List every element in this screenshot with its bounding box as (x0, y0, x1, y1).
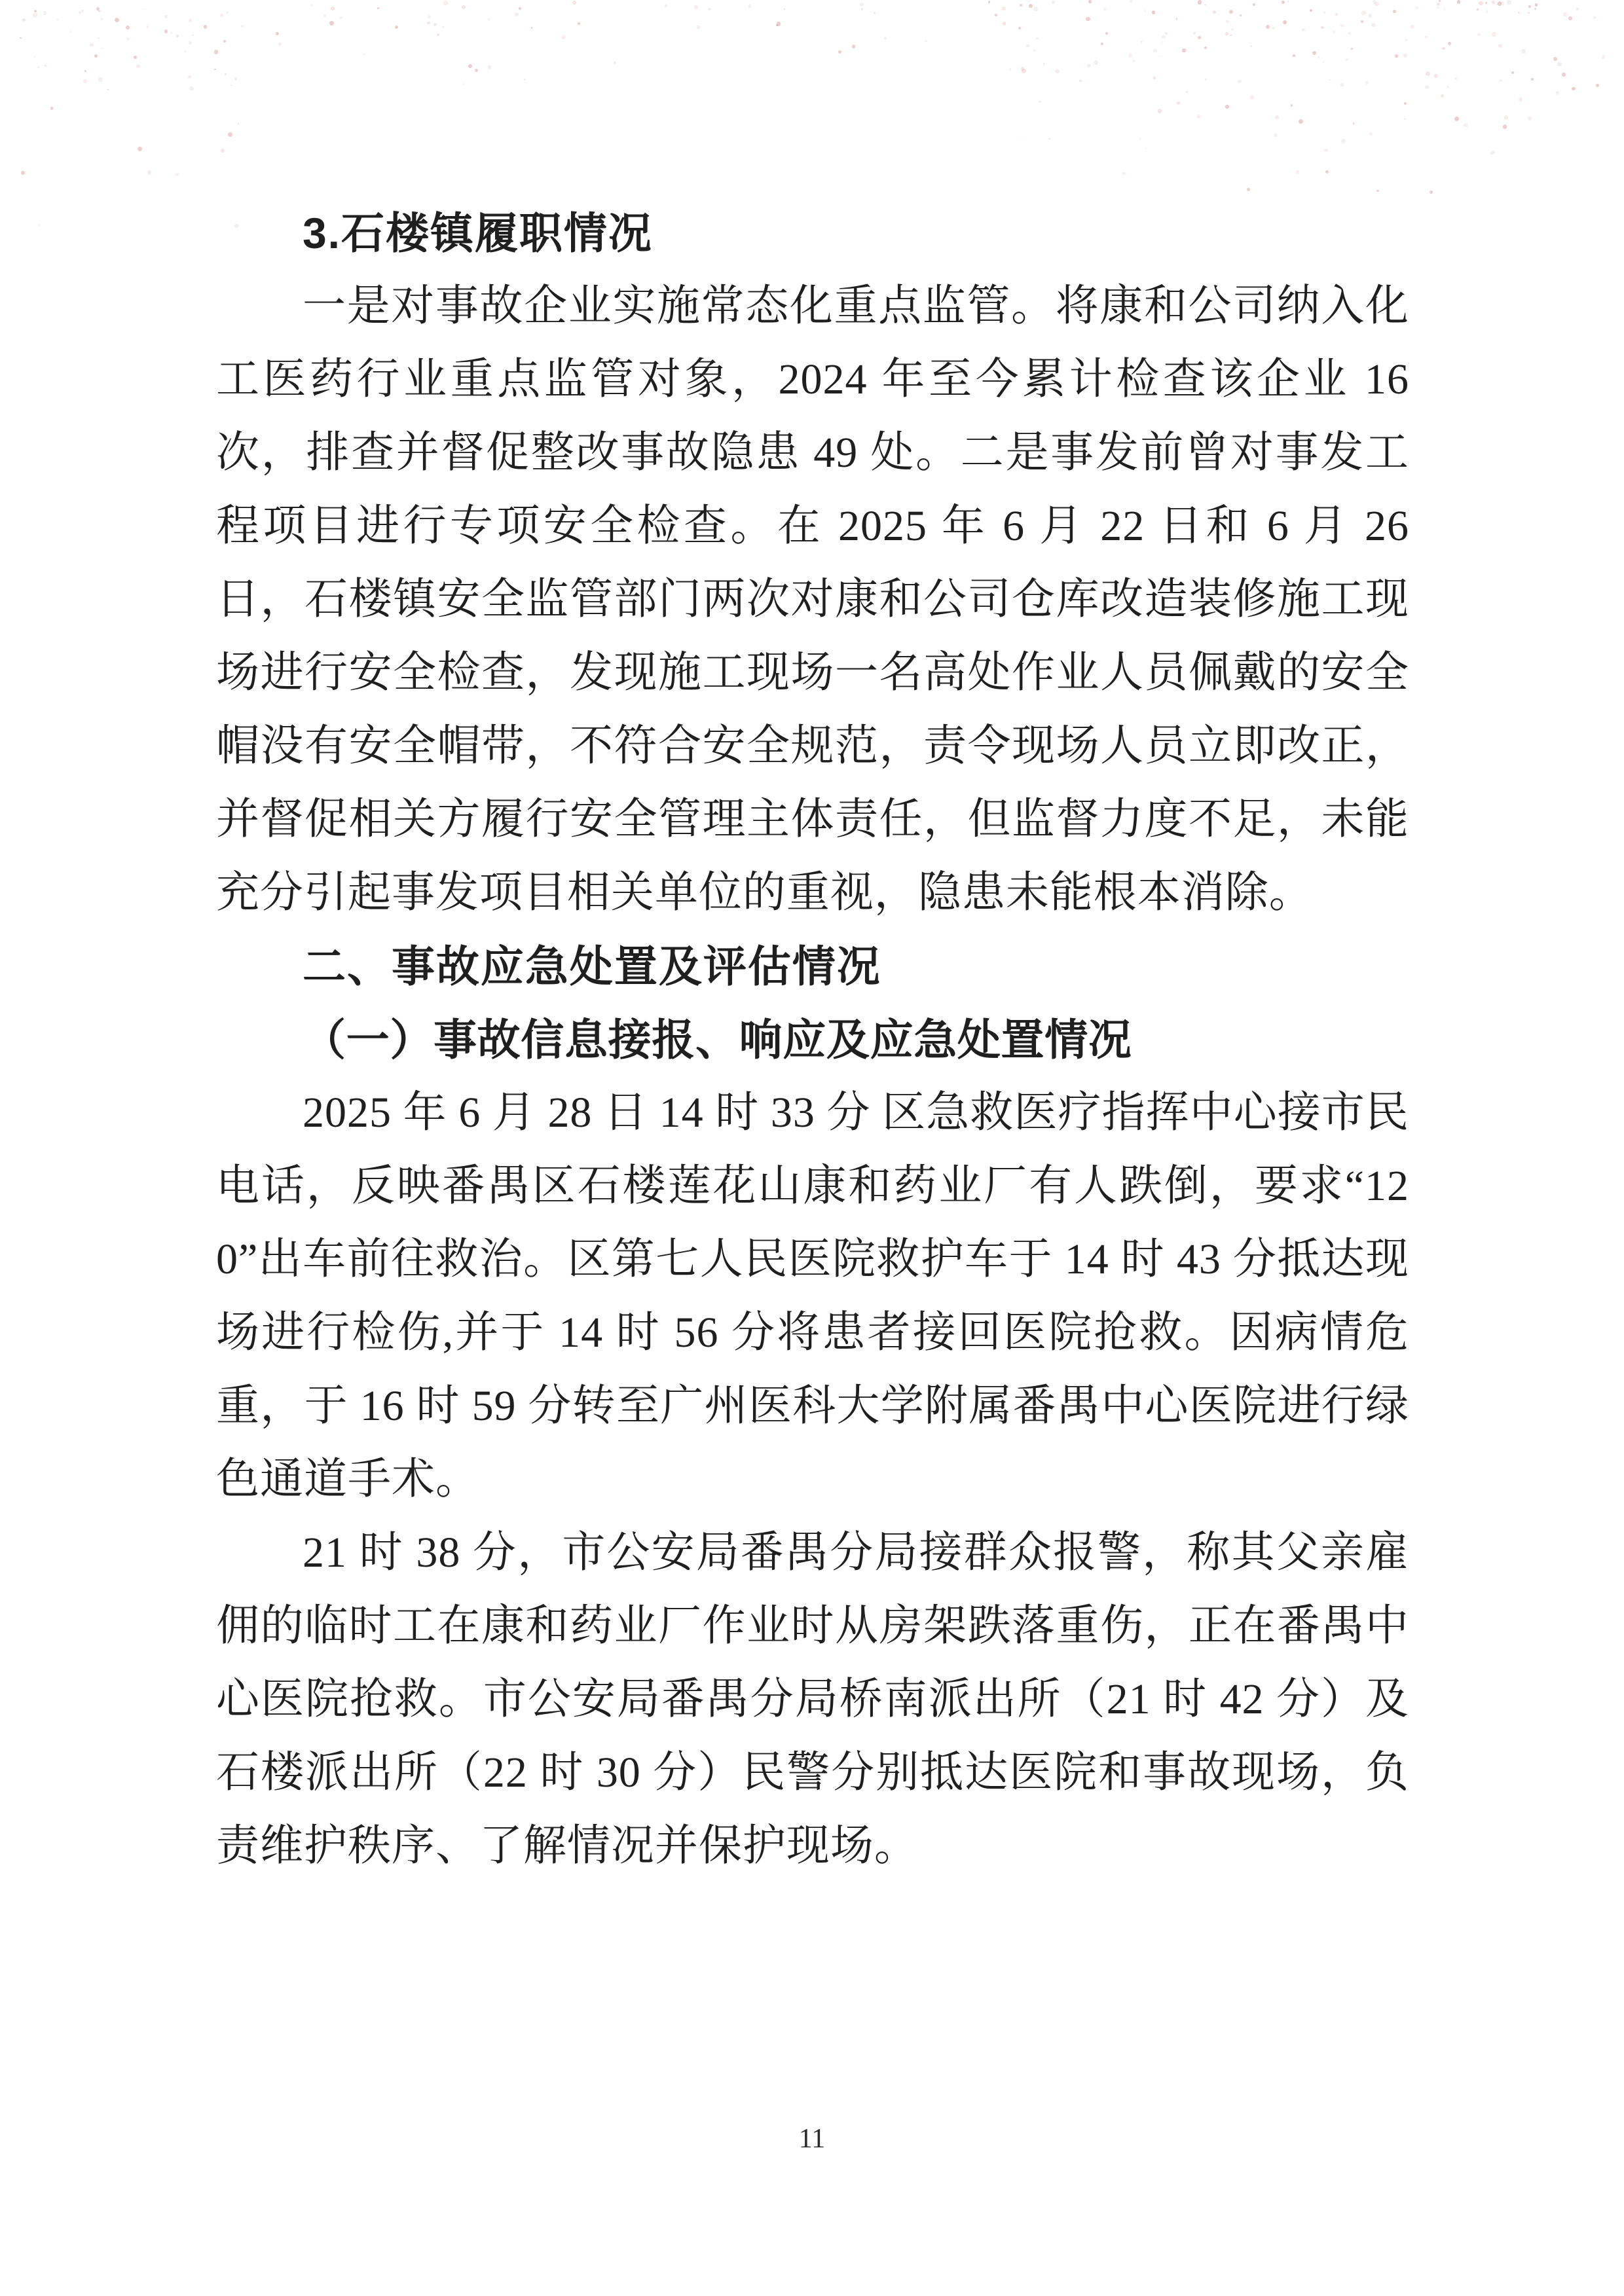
paragraph-emergency-response: 2025 年 6 月 28 日 14 时 33 分 区急救医疗指挥中心接市民电话，反映番禺区石楼莲花山康和药业厂有人跌倒，要求“120”出车前往救治。区第七人民医院救护车于 14 时 43 分抵达现场进行检伤,并于 14 时 56 分将患者接回医院抢救。因病情危重，于 16 时 59 分转至广州医科大学附属番禺中心医院进行绿色通道手术。 (216, 1089, 1409, 1503)
page-number: 11 (798, 2124, 826, 2154)
scan-noise-top-middle (275, 0, 969, 98)
scan-noise-top-left (13, 7, 249, 268)
scan-noise-top-right (982, 0, 1617, 210)
paragraph-supervision-record: 一是对事故企业实施常态化重点监管。将康和公司纳入化工医药行业重点监管对象，2024 年至今累计检查该企业 16 次，排查并督促整改事故隐患 49 处。二是事发前曾对事发工程项目进行专项安全检查。在 2025 年 6 月 22 日和 6 月 26 日，石楼镇安全监管部门两次对康和公司仓库改造装修施工现场进行安全检查，发现施工现场一名高处作业人员佩戴的安全帽没有安全帽带，不符合安全规范，责令现场人员立即改正，并督促相关方履行安全管理主体责任，但监督力度不足，未能充分引起事发项目相关单位的重视，隐患未能根本消除。 (216, 282, 1409, 917)
section-heading-shilou-town-duty: 3.石楼镇履职情况 (303, 209, 653, 257)
section-heading-emergency-response-evaluation: 二、事故应急处置及评估情况 (303, 942, 881, 991)
subsection-heading-incident-reporting: （一）事故信息接报、响应及应急处置情况 (303, 1015, 1132, 1064)
page-content (216, 196, 1409, 1883)
paragraph-police-report: 21 时 38 分，市公安局番禺分局接群众报警，称其父亲雇佣的临时工在康和药业厂作业时从房架跌落重伤，正在番禺中心医院抢救。市公安局番禺分局桥南派出所（21 时 42 分）及石楼派出所（22 时 30 分）民警分别抵达医院和事故现场，负责维护秩序、了解情况并保护现场。 (216, 1529, 1409, 1870)
